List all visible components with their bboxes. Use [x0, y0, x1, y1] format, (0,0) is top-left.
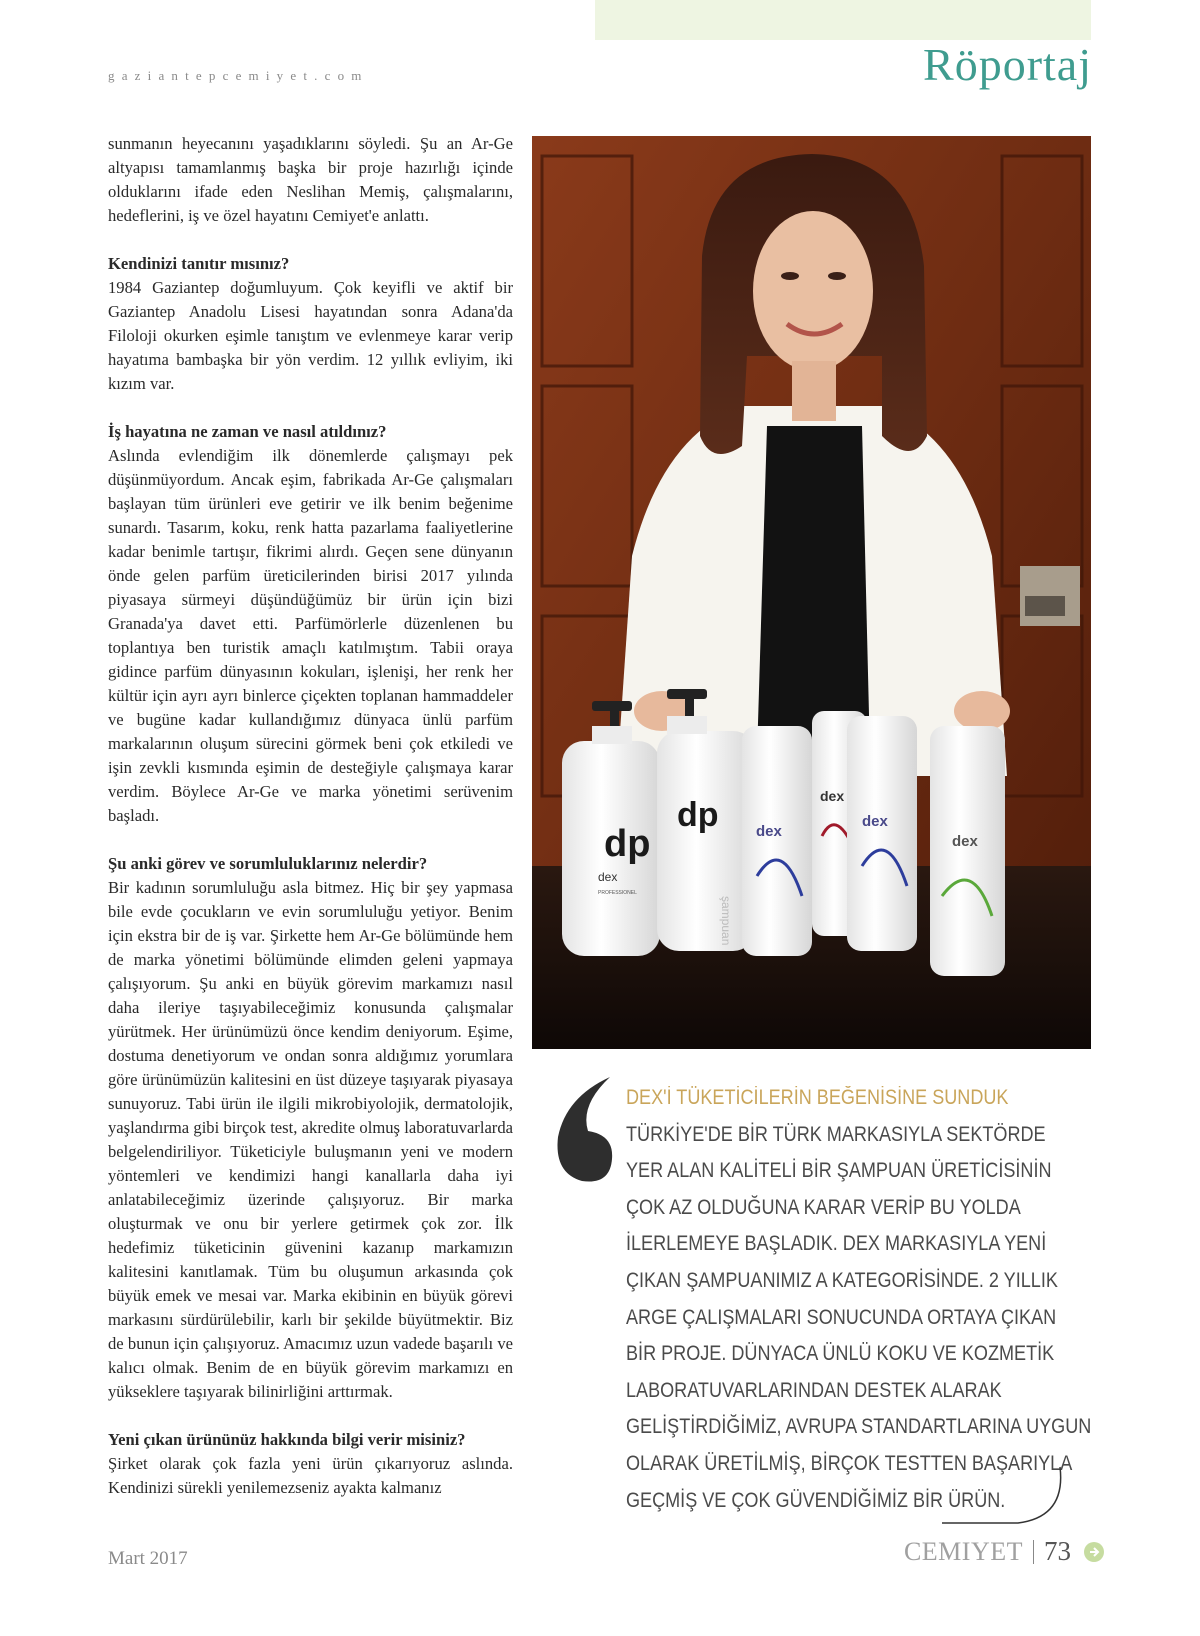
site-url[interactable]: gaziantepcemiyet.com — [108, 68, 369, 83]
brand-logo-sub: PROFESSIONEL — [598, 890, 637, 896]
pull-quote-line: TÜRKİYE'DE BİR TÜRK MARKASIYLA SEKTÖRDE — [626, 1122, 1046, 1146]
question-2: İş hayatına ne zaman ve nasıl atıldınız? — [108, 422, 387, 441]
brand-logo-small: dex — [598, 870, 618, 884]
pull-quote-line: GEÇMİŞ VE ÇOK GÜVENDİĞİMİZ BİR ÜRÜN. — [626, 1488, 1006, 1512]
pull-quote-line: OLARAK ÜRETİLMİŞ, BİRÇOK TESTTEN BAŞARIYLA — [626, 1451, 1073, 1475]
answer-3: Bir kadının sorumluluğu asla bitmez. Hiç bir şey yapmasa bile evde çocukların ve evin sorumluluğu yetiyor. Benim için ekstra bir de iş var. Şirkette hem Ar-Ge bölümünde hem de marka yönetimi bölümünde elimden geleni yapmaya çalışıyorum. Şu anki en büyük görevim markamızı nasıl daha ileriye taşıyabileceğimiz konusunda çalışmalar yürütmek. Her ürünümüzü önce kendim deniyorum. Eşime, dostuma denetiyorum ve ondan sonra aldığımız yorumlara göre ürünümüzün kalitesini en üst düzeye taşıyarak piyasaya sunuyoruz. Tabi ürün ile ilgili mikrobiyolojik, dermatolojik, yaşlandırma gibi birçok test, akredite olmuş laboratuvarlarda belgelendiriliyor. Tüketiciyle buluşmanın yeni ve modern yöntemleri ve kendimizi hangi kanallarla daha iyi anlatabileceğimiz üzerinde çalışıyoruz. Bir marka oluşturmak ve onu bir yerlere getirmek çok zor. İlk hedefimiz tüketicinin güvenini kazanıp markamızın kalitesini kanıtlamak. Tüm bu oluşumun arkasında çok büyük emek ve mesai var. Marka ekibinin en büyük görevi markasını sürdürülebilir, karlı bir şekilde büyütmektir. Biz de bunun için çalışıyoruz. Amacımız uzun vadede başarılı ve kalıcı olmak. Benim de en büyük görevim markamızı en yükseklere taşıyarak bilinirliğini arttırmak. — [108, 878, 513, 1401]
dex-bottle-3: dex — [862, 813, 888, 830]
interview-photo — [532, 136, 1091, 1049]
next-page-arrow-icon[interactable] — [1083, 1541, 1105, 1563]
answer-2: Aslında evlendiğim ilk dönemlerde çalışmayı pek düşünmüyordum. Ancak eşim, fabrikada Ar-Ge çalışmaları başlayan tüm ürünleri eve getirir ve ilk benim beğenime sunardı. Tasarım, koku, renk hatta pazarlama faaliyetlerine kadar benimle tartışır, fikrimi alırdı. Geçen sene dünyanın önde gelen parfüm üreticilerinden birisi 2017 yılında piyasaya sürmeyi düşündüğümüz bir ürün için bizi Granada'ya davet etti. Parfümörlerle düzenlenen bu toplantıya ben turistik amaçlı katılmıştım. Tabii oraya gidince parfüm dünyasının kokuları, işlenişi, her renk her kültür için ayrı ayrı binlerce çiçekten toplanan hammaddeler ve bugüne kadar kullandığımız dünyaca ünlü parfüm markalarının oluşum sürecini görmek beni çok etkiledi ve işin zevkli kısmında eşimin de desteğiyle çalışmaya karar verdim. Böylece Ar-Ge ve marka yönetimi serüvenim başladı. — [108, 446, 513, 825]
article-intro: sunmanın heyecanını yaşadıklarını söyledi. Şu an Ar-Ge altyapısı tamamlanmış başka bir proje hazırlığı içinde olduklarını ifade eden Neslihan Memiş, çalışmalarını, hedeflerini, iş ve özel hayatını Cemiyet'e anlattı. — [108, 134, 513, 225]
dex-bottle-2: dex — [820, 788, 845, 804]
footer-page-info — [904, 1536, 1105, 1567]
pull-quote-line: BİR PROJE. DÜNYACA ÜNLÜ KOKU VE KOZMETİK — [626, 1342, 1055, 1366]
section-title: Röportaj — [923, 39, 1092, 90]
pull-quote-line: İLERLEMEYE BAŞLADIK. DEX MARKASIYLA YENİ — [626, 1232, 1047, 1256]
magazine-name: CEMIYET — [903, 1536, 1023, 1566]
pull-quote-line: YER ALAN KALİTELİ BİR ŞAMPUAN ÜRETİCİSİNİN — [626, 1159, 1052, 1183]
footer-divider — [1033, 1540, 1034, 1564]
question-3: Şu anki görev ve sorumluluklarınız nelerdir? — [108, 854, 428, 873]
question-1: Kendinizi tanıtır mısınız? — [108, 254, 290, 273]
pull-quote-line: LABORATUVARLARINDAN DESTEK ALARAK — [626, 1378, 1002, 1402]
page-number: 73 — [1044, 1536, 1071, 1566]
answer-1: 1984 Gaziantep doğumluyum. Çok keyifli ve aktif bir Gaziantep Anadolu Lisesi hayatından sonra Adana'da Filoloji okurken eşimle tanıştım ve evlenmeye karar verip hayatıma bambaşka bir yön verdim. 12 yıllık evliyim, iki kızım var. — [108, 278, 513, 393]
dex-bottle-1: dex — [756, 823, 782, 840]
dex-bottle-4: dex — [952, 833, 978, 850]
pull-quote-line: ARGE ÇALIŞMALARI SONUCUNDA ORTAYA ÇIKAN — [626, 1305, 1057, 1329]
pull-quote — [626, 1080, 1092, 1519]
header-band — [595, 0, 1091, 40]
pull-quote-line: ÇIKAN ŞAMPUANIMIZ A KATEGORİSİNDE. 2 YILLIK — [626, 1268, 1058, 1292]
article-body — [108, 132, 513, 1524]
footer-date: Mart 2017 — [108, 1548, 188, 1569]
quote-underline-curve — [940, 1465, 1070, 1530]
bottle-label: şampuan — [719, 896, 733, 946]
quote-mark-icon — [548, 1075, 618, 1185]
answer-4: Şirket olarak çok fazla yeni ürün çıkarıyoruz aslında. Kendinizi sürekli yenilemezseniz ayakta kalmanız — [108, 1454, 513, 1497]
pull-quote-heading: DEX'İ TÜKETİCİLERİN BEĞENİSİNE SUNDUK — [626, 1086, 1009, 1109]
pull-quote-line: ÇOK AZ OLDUĞUNA KARAR VERİP BU YOLDA — [626, 1195, 1021, 1219]
question-4: Yeni çıkan ürününüz hakkında bilgi verir misiniz? — [108, 1430, 466, 1449]
brand-logo-big: dp — [604, 823, 651, 865]
brand-logo-big-2: dp — [677, 796, 719, 834]
pull-quote-line: GELİŞTİRDİĞİMİZ, AVRUPA STANDARTLARINA UYGUN — [626, 1415, 1092, 1439]
